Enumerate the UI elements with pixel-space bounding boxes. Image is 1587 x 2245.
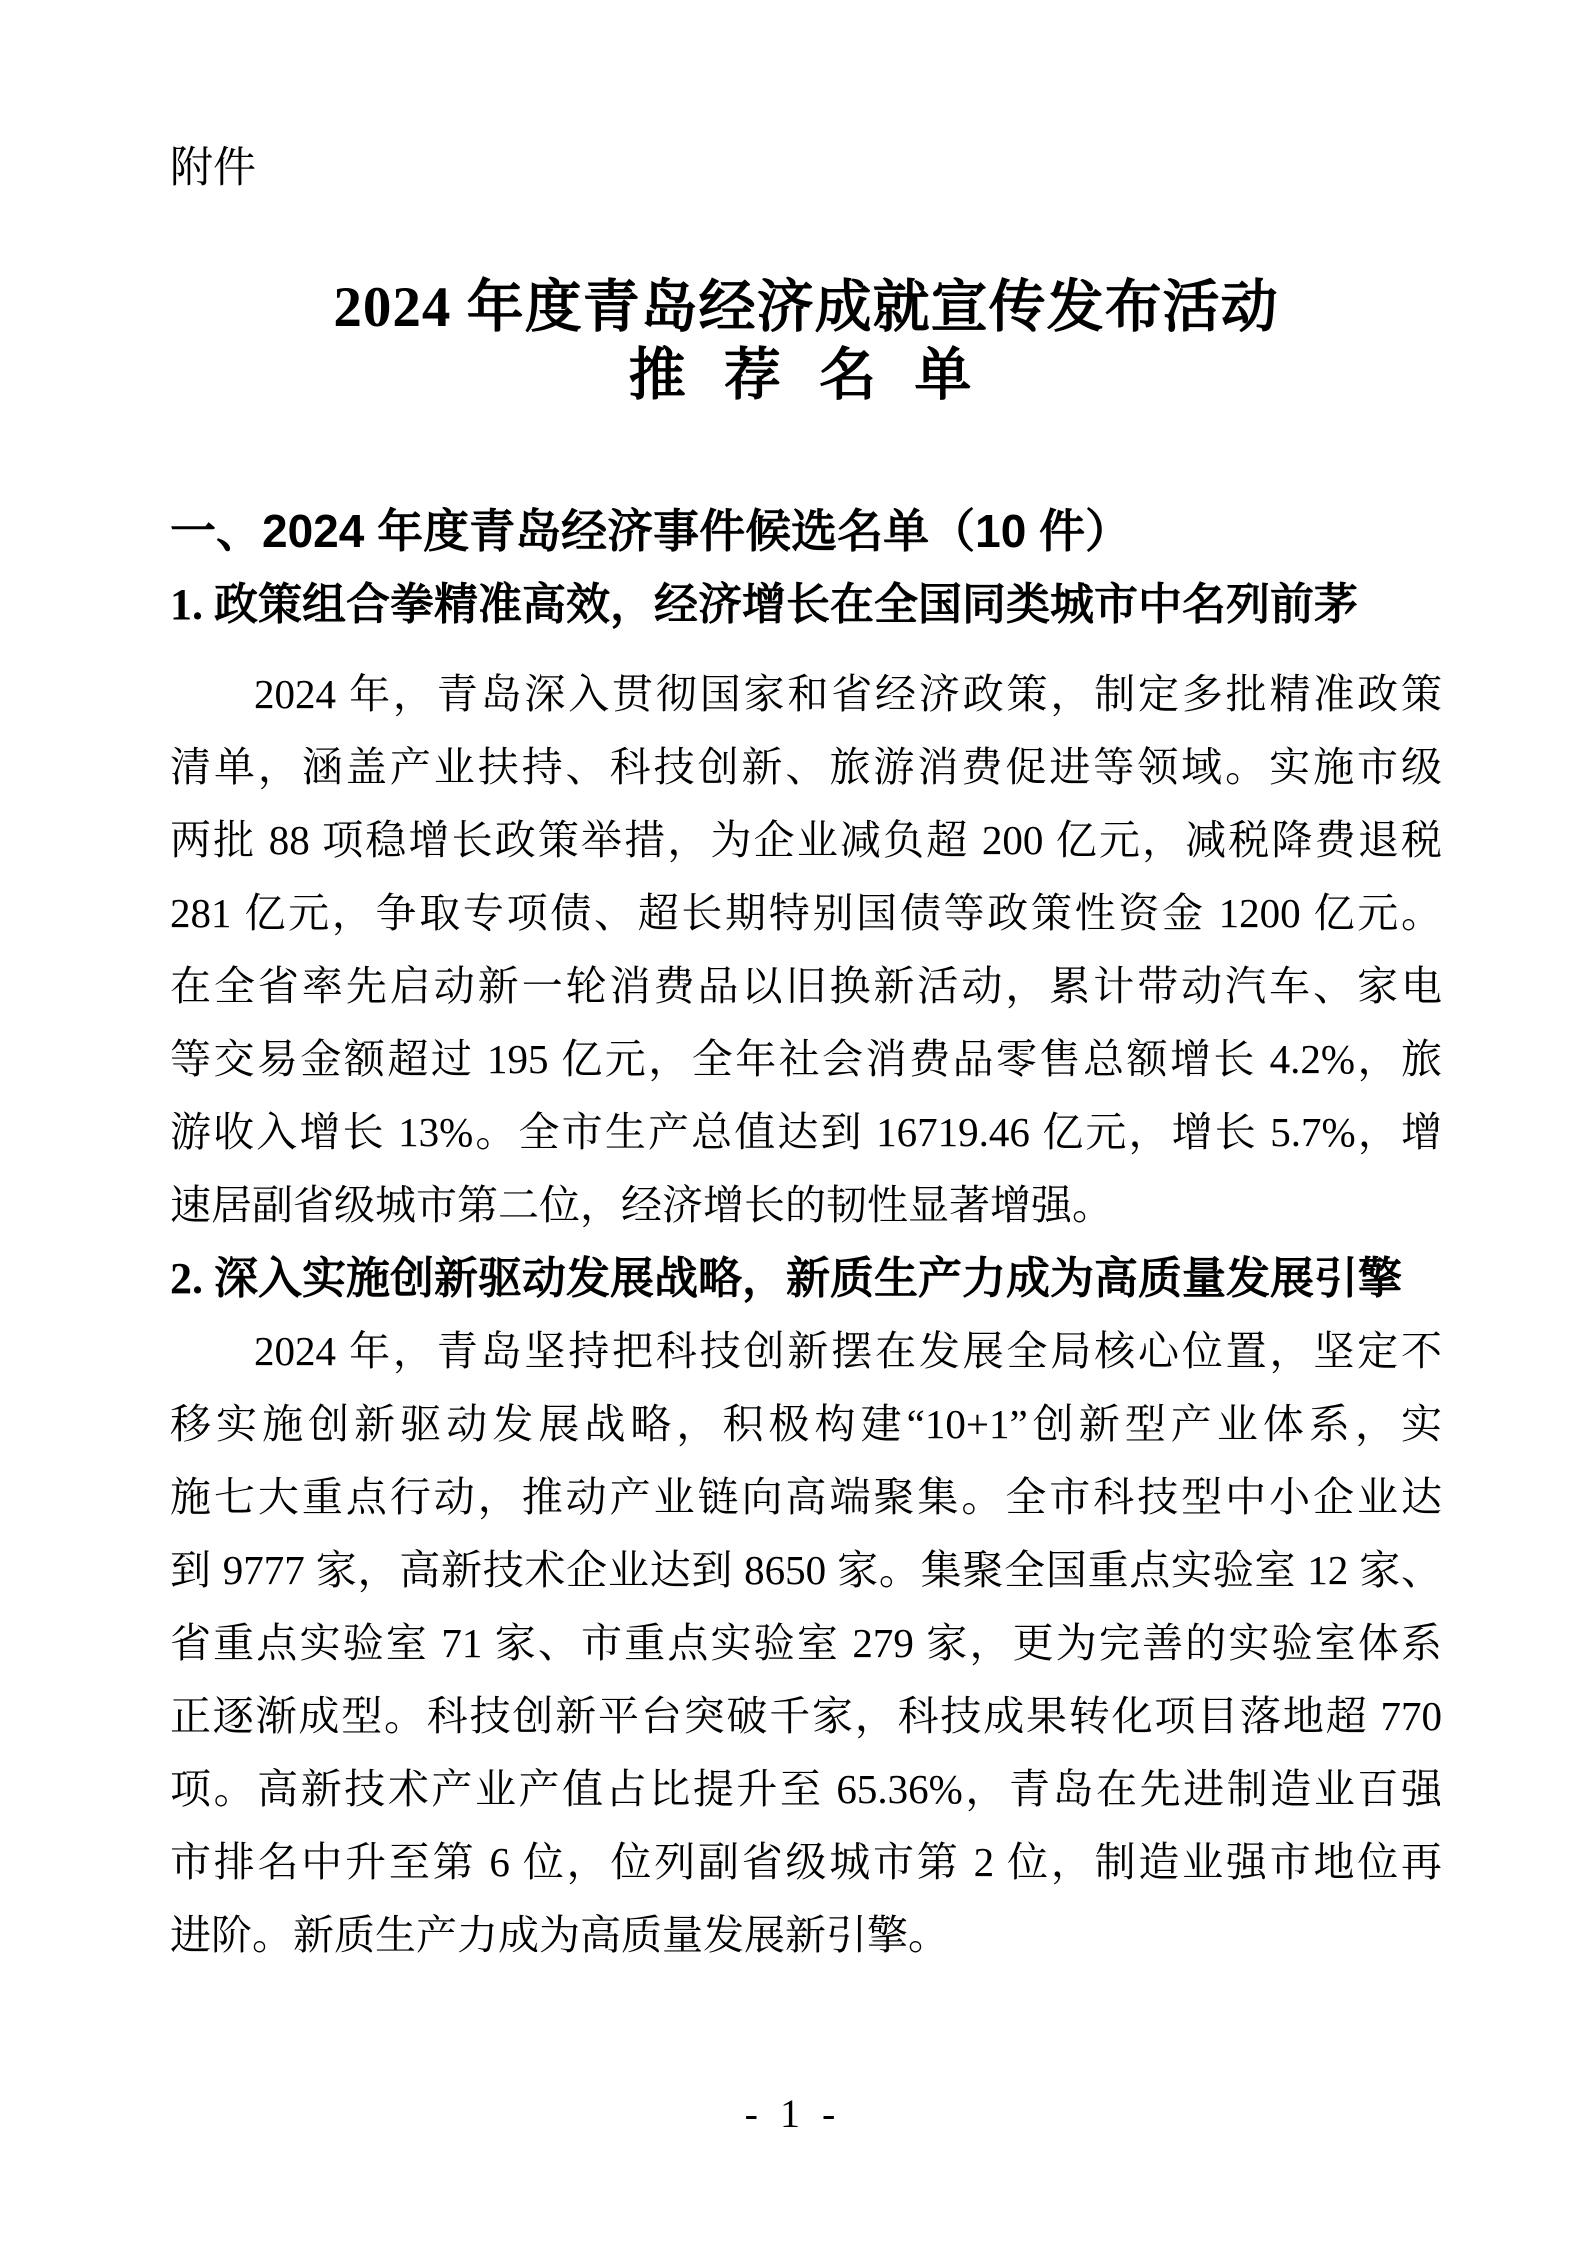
body-line: 在全省率先启动新一轮消费品以旧换新活动，累计带动汽车、家电 bbox=[170, 963, 1442, 1009]
body-line: 清单，涵盖产业扶持、科技创新、旅游消费促进等领域。实施市级 bbox=[170, 744, 1442, 790]
body-line: 2024 年，青岛深入贯彻国家和省经济政策，制定多批精准政策 bbox=[254, 671, 1442, 717]
item-2-heading: 2. 深入实施创新驱动发展战略，新质生产力成为高质量发展引擎 bbox=[170, 1254, 1402, 1303]
page-number: - 1 - bbox=[744, 2091, 842, 2136]
body-line: 移实施创新驱动发展战略，积极构建“10+1”创新型产业体系，实 bbox=[170, 1401, 1442, 1447]
body-line: 速居副省级城市第二位，经济增长的韧性显著增强。 bbox=[170, 1182, 1113, 1228]
attachment-label: 附件 bbox=[170, 144, 256, 192]
body-line: 项。高新技术产业产值占比提升至 65.36%，青岛在先进制造业百强 bbox=[170, 1766, 1442, 1812]
document-title-line1: 2024 年度青岛经济成就宣传发布活动 bbox=[333, 276, 1279, 339]
body-line: 两批 88 项稳增长政策举措，为企业减负超 200 亿元，减税降费退税 bbox=[170, 817, 1442, 863]
document-title-line2: 推 荐 名 单 bbox=[628, 344, 984, 407]
body-line: 市排名中升至第 6 位，位列副省级城市第 2 位，制造业强市地位再 bbox=[170, 1839, 1442, 1885]
body-line: 正逐渐成型。科技创新平台突破千家，科技成果转化项目落地超 770 bbox=[170, 1693, 1442, 1739]
paragraph-2 bbox=[170, 1315, 1442, 1972]
body-line: 2024 年，青岛坚持把科技创新摆在发展全局核心位置，坚定不 bbox=[254, 1328, 1442, 1374]
section-heading: 一、2024 年度青岛经济事件候选名单（10 件） bbox=[170, 505, 1132, 557]
body-line: 281 亿元，争取专项债、超长期特别国债等政策性资金 1200 亿元。 bbox=[170, 890, 1442, 936]
body-line: 施七大重点行动，推动产业链向高端聚集。全市科技型中小企业达 bbox=[170, 1474, 1442, 1520]
body-line: 省重点实验室 71 家、市重点实验室 279 家，更为完善的实验室体系 bbox=[170, 1620, 1442, 1666]
item-1-heading: 1. 政策组合拳精准高效，经济增长在全国同类城市中名列前茅 bbox=[170, 580, 1358, 629]
body-line: 进阶。新质生产力成为高质量发展新引擎。 bbox=[170, 1912, 949, 1958]
body-line: 游收入增长 13%。全市生产总值达到 16719.46 亿元，增长 5.7%，增 bbox=[170, 1109, 1442, 1155]
body-line: 等交易金额超过 195 亿元，全年社会消费品零售总额增长 4.2%，旅 bbox=[170, 1036, 1442, 1082]
paragraph-1 bbox=[170, 658, 1442, 1242]
body-line: 到 9777 家，高新技术企业达到 8650 家。集聚全国重点实验室 12 家、 bbox=[170, 1547, 1442, 1593]
